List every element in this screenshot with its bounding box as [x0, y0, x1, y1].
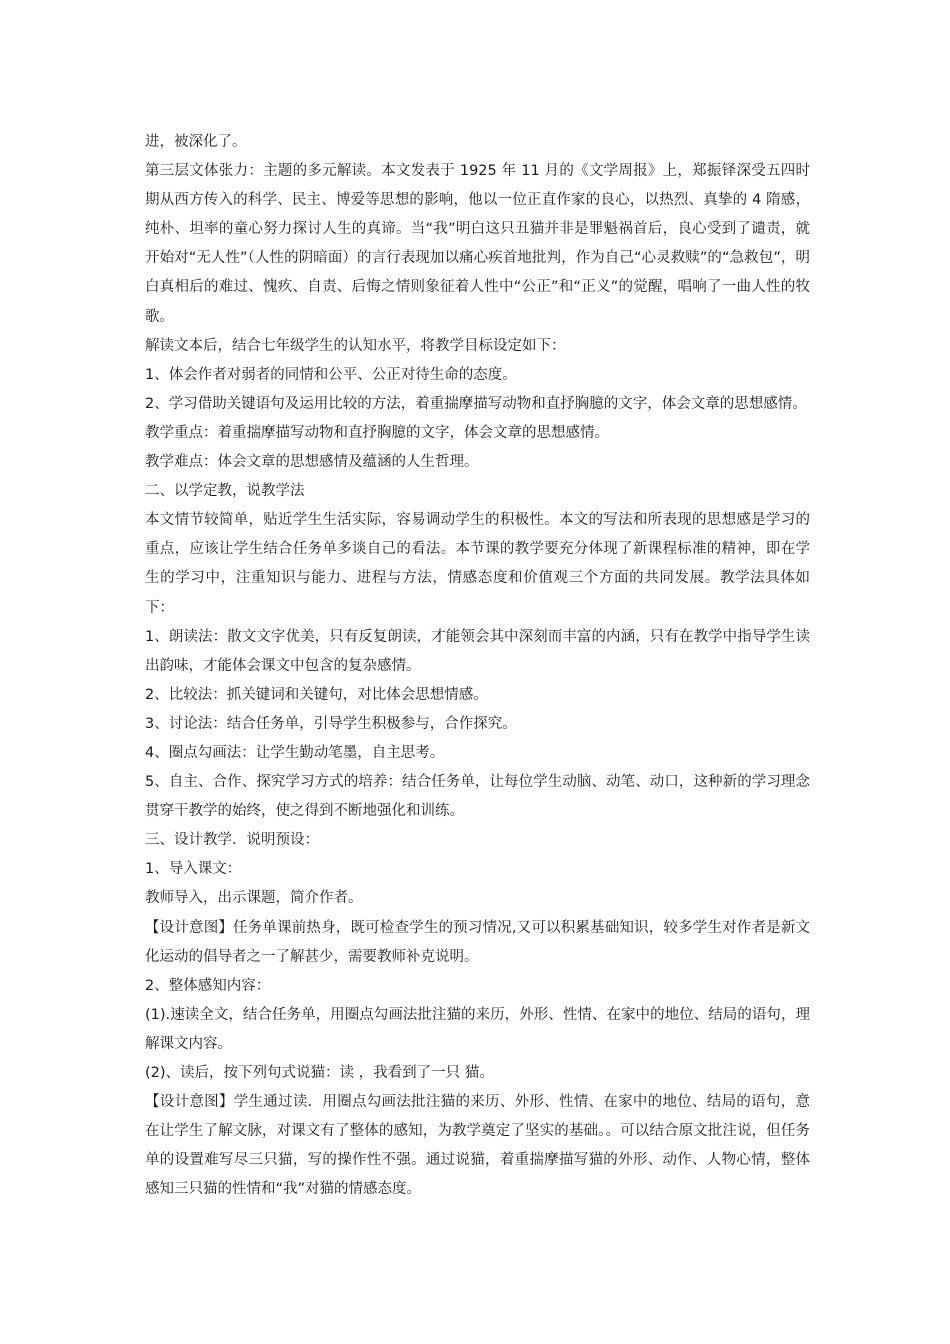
list-item: (2)、读后，按下列句式说猫：读 ，我看到了一只 猫。	[145, 1065, 494, 1081]
document-body	[145, 128, 810, 1204]
list-item: 2、整体感知内容：	[145, 977, 271, 994]
paragraph: 本文情节较简单，贴近学生生活实际，容易调动学生的积极性。本文的写法和所表现的思想感是学习的重点，应该让学生结合任务单多谈自己的看法。本节课的教学要充分体现了新课程标准的精神，即在学生的学习中，注重知识与能力、进程与方法，情感态度和价值观三个方面的共同发展。教学法具体如下：	[145, 512, 810, 616]
list-item: 1、导入课文：	[145, 861, 242, 878]
list-item: 1、朗读法：散文文字优美，只有反复朗读，才能领会其中深刻而丰富的内涵，只有在教学中指导学生读出韵味，才能体会课文中包含的复杂感情。	[145, 628, 810, 674]
list-item: 1、体会作者对弱者的同情和公平、公正对待生命的态度。	[145, 366, 517, 383]
paragraph: 进，被深化了。	[145, 134, 247, 150]
list-item: 2、比较法：抓关键词和关键句，对比体会思想情感。	[145, 686, 488, 703]
paragraph: 教师导入，出示课题，简介作者。	[145, 890, 363, 907]
paragraph: 教学难点：体会文章的思想感情及蕴涵的人生哲理。	[145, 454, 479, 471]
paragraph: 第三层文体张力：主题的多元解读。本文发表于 1925 年 11 月的《文学周报》上，郑振铎深受五四时期从西方传入的科学、民主、博爱等思想的影响，他以一位正直作家的良心，以热烈、真挚的 4 隋感，纯朴、坦率的童心努力探讨人生的真谛。当“我”明白这只丑猫并非是罪魁祸首后，良心受到了谴责，就开始对“无人性”（人性的阴暗面）的言行表现加以痛心疾首地批判，作为自己“心灵救赎”的“急救包”，明白真相后的难过、愧疚、自责、后悔之情则象征着人性中“公正”和“正义”的觉醒，唱响了一曲人性的牧歌。	[145, 163, 810, 325]
list-item: 5、自主、合作、探究学习方式的培养：结合任务单，让每位学生动脑、动笔、动口，这种新的学习理念贯穿干教学的始终，使之得到不断地强化和训练。	[145, 774, 810, 820]
list-item: 2、学习借助关键语句及运用比较的方法，着重揣摩描写动物和直抒胸臆的文字，体会文章的思想感情。	[145, 395, 807, 412]
paragraph: 教学重点：着重揣摩描写动物和直抒胸臆的文字，体会文章的思想感情。	[145, 424, 609, 441]
section-heading: 二、以学定教，说教学法	[145, 483, 305, 500]
paragraph: 【设计意图】学生通过读．用圈点勾画法批注猫的来历、外形、性情、在家中的地位、结局的语句，意在让学生了解文脉，对课文有了整体的感知，为教学奠定了坚实的基础。。可以结合原文批注说，但任务单的设置难写尽三只猫，写的操作性不强。通过说猫，着重揣摩描写猫的外形、动作、人物心情，整体感知三只猫的性情和“我”对猫的情感态度。	[145, 1094, 810, 1198]
paragraph: 解读文本后，结合七年级学生的认知水平，将教学目标设定如下：	[145, 337, 566, 354]
section-heading: 三、设计教学．说明预设：	[145, 832, 319, 849]
list-item: (1).速读全文，结合任务单，用圈点勾画法批注猫的来历，外形、性情、在家中的地位、结局的语句，理解课文内容。	[145, 1006, 810, 1052]
list-item: 4、圈点勾画法：让学生勤动笔墨，自主思考。	[145, 744, 445, 761]
paragraph: 【设计意图】任务单课前热身，既可检查学生的预习情况,又可以积累基础知识，较多学生对作者是新文化运动的倡导者之一了解甚少，需要教师补克说明。	[145, 919, 810, 965]
list-item: 3、讨论法：结合任务单，引导学生积极参与，合作探究。	[145, 715, 517, 732]
